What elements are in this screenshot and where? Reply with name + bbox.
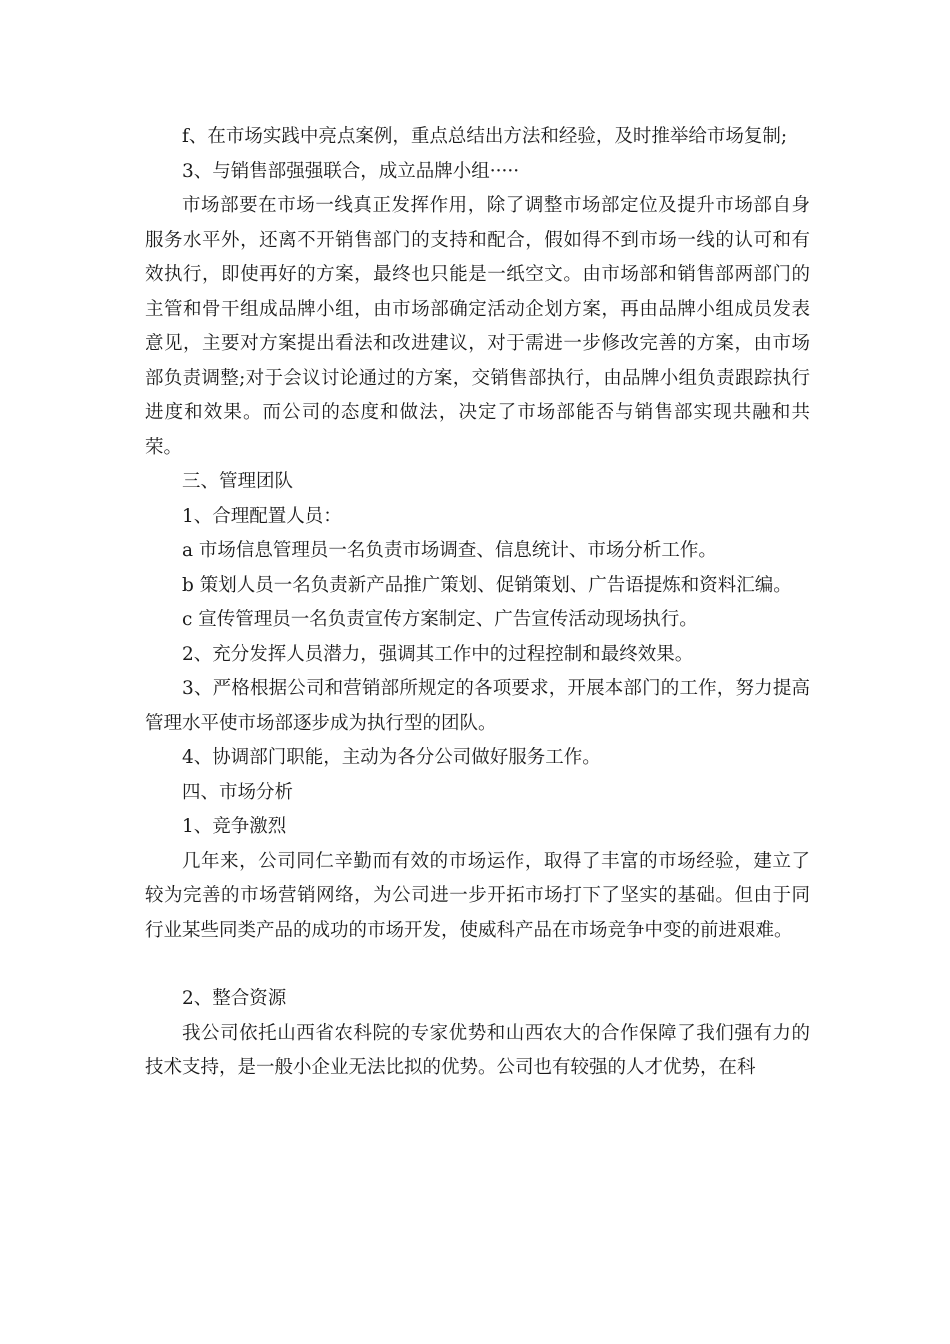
list-item-a: a 市场信息管理员一名负责市场调查、信息统计、市场分析工作。 bbox=[182, 540, 717, 561]
document-body bbox=[145, 120, 810, 1086]
list-item-b: b 策划人员一名负责新产品推广策划、促销策划、广告语提炼和资料汇编。 bbox=[182, 574, 792, 596]
subheading-resources: 2、整合资源 bbox=[182, 988, 287, 1009]
paragraph-resources: 我公司依托山西省农科院的专家优势和山西农大的合作保障了我们强有力的技术支持，是一般小企业无法比拟的优势。公司也有较强的人才优势，在科 bbox=[145, 1022, 810, 1078]
paragraph-competition: 几年来，公司同仁辛勤而有效的市场运作，取得了丰富的市场经验，建立了较为完善的市场营销网络，为公司进一步开拓市场打下了坚实的基础。但由于同行业某些同类产品的成功的市场开发，使威科产品在市场竞争中变的前进艰难。 bbox=[145, 850, 810, 941]
paragraph-market-dept-role: 市场部要在市场一线真正发挥作用，除了调整市场部定位及提升市场部自身服务水平外，还离不开销售部门的支持和配合，假如得不到市场一线的认可和有效执行，即使再好的方案，最终也只能是一纸空文。由市场部和销售部两部门的主管和骨干组成品牌小组，由市场部确定活动企划方案，再由品牌小组成员发表意见，主要对方案提出看法和改进建议，对于需进一步修改完善的方案，由市场部负责调整;对于会议讨论通过的方案，交销售部执行，由品牌小组负责跟踪执行进度和效果。而公司的态度和做法，决定了市场部能否与销售部实现共融和共荣。 bbox=[145, 195, 810, 458]
paragraph-item-f: f、在市场实践中亮点案例，重点总结出方法和经验，及时推举给市场复制; bbox=[182, 126, 788, 147]
paragraph-staff-allocation: 1、合理配置人员： bbox=[182, 505, 342, 527]
paragraph-requirements: 3、严格根据公司和营销部所规定的各项要求，开展本部门的工作，努力提高管理水平使市场部逐步成为执行型的团队。 bbox=[145, 678, 810, 734]
list-item-c: c 宣传管理员一名负责宣传方案制定、广告宣传活动现场执行。 bbox=[182, 609, 698, 630]
paragraph-coordination: 4、协调部门职能，主动为各分公司做好服务工作。 bbox=[182, 747, 601, 768]
paragraph-brand-group: 3、与销售部强强联合，成立品牌小组····· bbox=[182, 160, 520, 182]
subheading-competition: 1、竞争激烈 bbox=[182, 816, 287, 837]
section-heading-management-team: 三、管理团队 bbox=[182, 471, 294, 492]
paragraph-spacer bbox=[145, 948, 810, 982]
paragraph-staff-potential: 2、充分发挥人员潜力，强调其工作中的过程控制和最终效果。 bbox=[182, 643, 694, 665]
section-heading-market-analysis: 四、市场分析 bbox=[182, 781, 294, 803]
